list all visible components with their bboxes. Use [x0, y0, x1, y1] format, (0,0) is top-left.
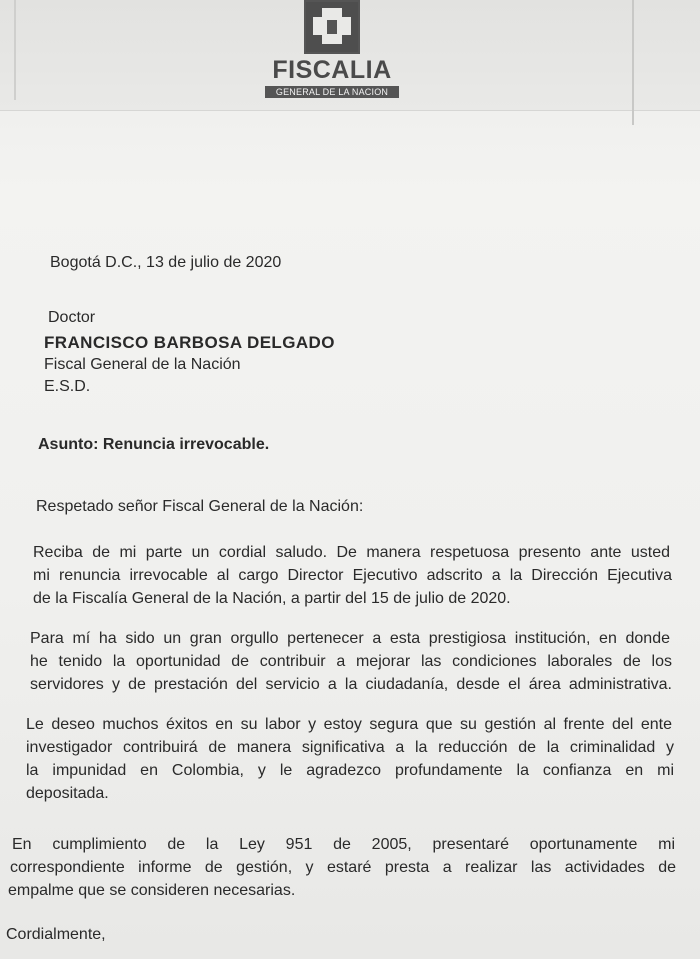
recipient-title: Doctor	[48, 309, 96, 326]
paper-edge-right	[632, 0, 634, 125]
letter-subject: Asunto: Renuncia irrevocable.	[38, 436, 270, 453]
paragraph-line: En cumplimiento de la Ley 951 de 2005, presentaré oportunamente mi	[12, 836, 675, 853]
letter-date: Bogotá D.C., 13 de julio de 2020	[50, 254, 282, 271]
recipient-position: Fiscal General de la Nación	[44, 356, 241, 373]
paragraph-line: Reciba de mi parte un cordial saludo. De manera respetuosa presento ante usted	[33, 544, 670, 561]
logo-subtitle: GENERAL DE LA NACION	[265, 86, 399, 98]
recipient-esd: E.S.D.	[44, 378, 91, 395]
paragraph-line: mi renuncia irrevocable al cargo Director Ejecutivo adscrito a la Dirección Ejecutiva	[33, 567, 672, 584]
paragraph-line: servidores y de prestación del servicio a la ciudadanía, desde el área administrativa.	[30, 676, 672, 693]
paragraph-line: depositada.	[26, 785, 109, 802]
paragraph-line: investigador contribuirá de manera significativa a la reducción de la criminalidad y	[26, 739, 674, 756]
fiscalia-logo	[262, 0, 402, 100]
logo-title: FISCALIA	[272, 56, 392, 84]
recipient-name: FRANCISCO BARBOSA DELGADO	[44, 333, 335, 352]
paper-edge-left	[14, 0, 16, 100]
fiscalia-emblem-icon	[304, 0, 360, 56]
paragraph-line: Para mí ha sido un gran orgullo pertenecer a esta prestigiosa institución, en donde	[30, 630, 670, 647]
paragraph-line: empalme que se consideren necesarias.	[8, 882, 296, 899]
letter-closing: Cordialmente,	[6, 926, 106, 943]
paragraph-line: de la Fiscalía General de la Nación, a partir del 15 de julio de 2020.	[33, 590, 511, 607]
paragraph-line: Le deseo muchos éxitos en su labor y estoy segura que su gestión al frente del ente	[26, 716, 672, 733]
paragraph-line: la impunidad en Colombia, y le agradezco profundamente la confianza en mi	[26, 762, 674, 779]
letter-greeting: Respetado señor Fiscal General de la Nación:	[36, 498, 364, 515]
paragraph-line: correspondiente informe de gestión, y estaré presta a realizar las actividades de	[10, 859, 676, 876]
paragraph-line: he tenido la oportunidad de contribuir a mejorar las condiciones laborales de los	[30, 653, 672, 670]
